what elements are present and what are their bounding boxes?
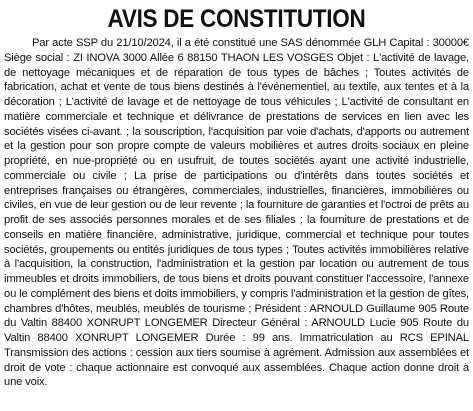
notice-title: AVIS DE CONSTITUTION [107,5,366,33]
notice-body: Par acte SSP du 21/10/2024, il a été constitué une SAS dénommée GLH Capital : 30000€ Siège social : ZI INOVA 3000 Allée 6 88150 THAON LES VOSGES Objet : L'activité de lavage, de nettoyage mécaniques et de réparation de tous types de bâches ; Toutes activités de fabrication, achat et vente de tous biens destinés à l'événementiel, au textile, aux tentes et à la décoration ; L'activité de lavage et de nettoyage de tous véhicules ; L'activité de consultant en matière commerciale et technique et délivrance de prestations de services en lien avec les sociétés visées ci-avant. ; la souscription, l'acquisition par voie d'achats, d'apports ou autrement et la gestion pour son propre compte de valeurs mobilières et autres droits sociaux en pleine propriété, en nue-propriété ou en usufruit, de toutes sociétés ayant une activité industrielle, commerciale ou civile ; La prise de participations ou d'intérêts dans toutes sociétés et entreprises françaises ou étrangères, commerciales, industrielles, financières, immobilières ou civiles, en vue de leur gestion ou de leur revente ; la fourniture de garanties et l'octroi de prêts au profit de ses associés personnes morales et de ses filiales ; la fourniture de prestations et de conseils en matière financière, administrative, juridique, commercial et technique pour toutes sociétés, groupements ou entités juridiques de tous types ; Toutes activités immobilières relative à l'acquisition, la construction, l'administration et la gestion par location ou autrement de tous immeubles et droits immobiliers, de tous biens et droits pouvant constituer l'accessoire, l'annexe ou le complément des biens et doits immobiliers, y compris l'administration et la gestion de gîtes, chambres d'hôtes, meublés, meublés de tourisme ; Président : ARNOULD Guillaume 905 Route du Valtin 88400 XONRUPT LONGEMER Directeur Général : ARNOULD Lucie 905 Route du Valtin 88400 XONRUPT LONGEMER Durée : 99 ans. Immatriculation au RCS EPINAL Transmission des actions : cession aux tiers soumise à agrément. Admission aux assemblées et droit de vote : chaque actionnaire est convoqué aux assemblées. Chaque action donne droit à une voix. [4,37,469,389]
